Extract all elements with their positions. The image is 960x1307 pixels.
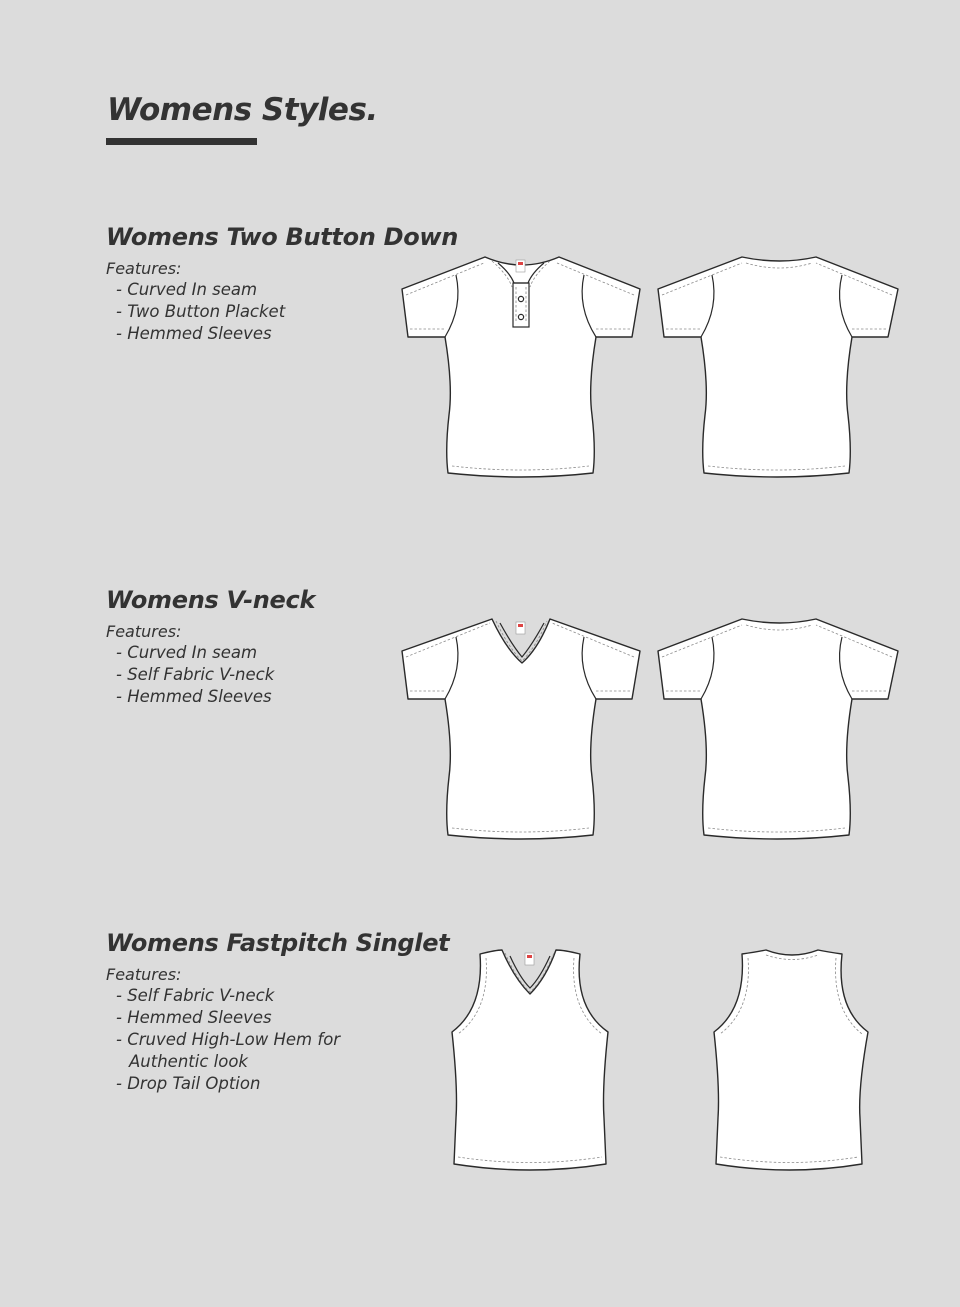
feature-item: - Two Button Placket — [116, 301, 456, 323]
feature-item: - Curved In seam — [116, 279, 456, 301]
singlet-front-illustration — [450, 948, 610, 1178]
feature-item: - Cruved High-Low Hem for Authentic look — [116, 1029, 366, 1073]
feature-item: - Self Fabric V-neck — [116, 985, 366, 1007]
section-title: Womens Fastpitch Singlet — [106, 929, 450, 957]
feature-item: - Drop Tail Option — [116, 1073, 366, 1095]
features-label: Features: — [106, 965, 182, 984]
v-neck-front-illustration — [400, 617, 640, 842]
feature-item: - Self Fabric V-neck — [116, 664, 456, 686]
feature-item: - Hemmed Sleeves — [116, 323, 456, 345]
title-underline — [106, 138, 257, 145]
singlet-back-illustration — [712, 948, 872, 1178]
feature-item: - Hemmed Sleeves — [116, 686, 456, 708]
features-label: Features: — [106, 622, 182, 641]
v-neck-back-illustration — [656, 617, 901, 842]
feature-item: - Curved In seam — [116, 642, 456, 664]
two-button-back-illustration — [656, 255, 901, 480]
section-fastpitch-singlet — [106, 929, 456, 1095]
features-label: Features: — [106, 259, 182, 278]
section-title: Womens Two Button Down — [106, 223, 459, 251]
features-list — [106, 985, 366, 1095]
page-title: Womens Styles. — [107, 92, 378, 128]
section-title: Womens V-neck — [106, 586, 316, 614]
two-button-front-illustration — [400, 255, 640, 480]
feature-item: - Hemmed Sleeves — [116, 1007, 366, 1029]
